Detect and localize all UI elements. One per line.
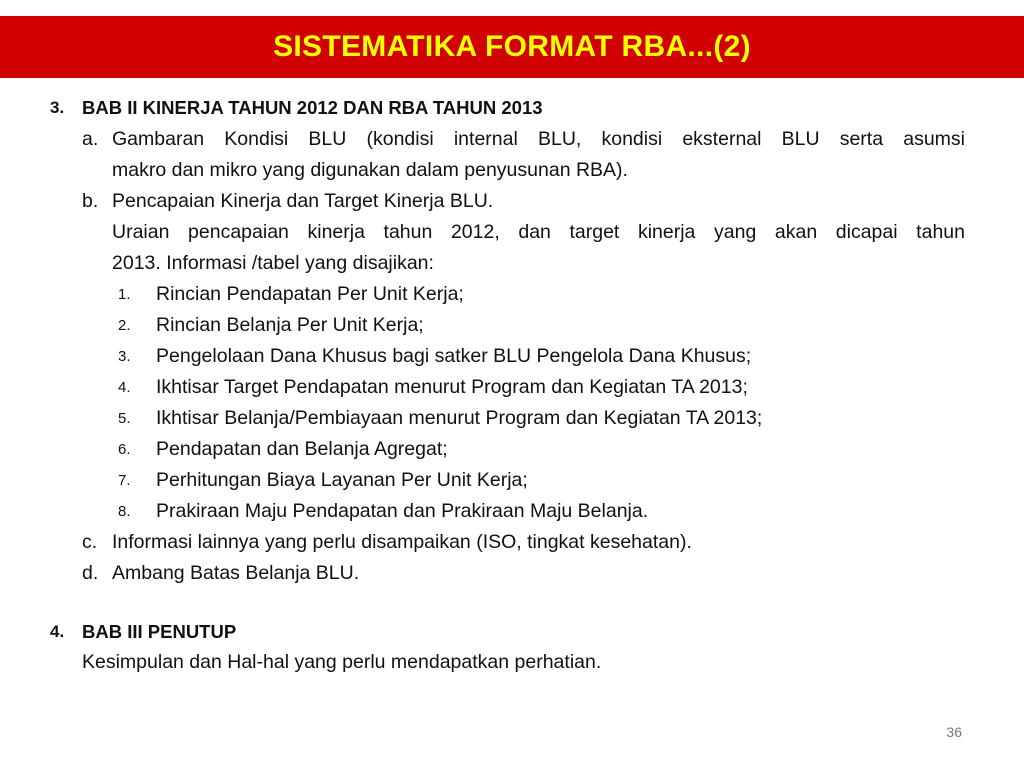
section-4-number: 4. <box>50 622 65 641</box>
subitem-4-number: 4. <box>118 379 131 396</box>
subitem-6-text: Pendapatan dan Belanja Agregat; <box>156 438 448 460</box>
page-number: 36 <box>946 724 962 740</box>
title-bar <box>0 16 1024 78</box>
subitem-8-text: Prakiraan Maju Pendapatan dan Prakiraan Maju Belanja. <box>156 500 649 522</box>
section-4-body: Kesimpulan dan Hal-hal yang perlu mendapatkan perhatian. <box>82 651 602 673</box>
section-4-heading: BAB III PENUTUP <box>82 621 237 642</box>
subitem-2-text: Rincian Belanja Per Unit Kerja; <box>156 314 424 336</box>
section-3-number: 3. <box>50 98 65 117</box>
item-d-letter: d. <box>82 562 99 584</box>
item-b-line2: Uraian pencapaian kinerja tahun 2012, dan target kinerja yang akan dicapai tahun <box>112 221 965 243</box>
subitem-1-number: 1. <box>118 286 131 303</box>
item-a-line2: makro dan mikro yang digunakan dalam penyusunan RBA). <box>112 159 628 181</box>
item-c-letter: c. <box>82 531 98 553</box>
subitem-2-number: 2. <box>118 317 131 334</box>
subitem-5-text: Ikhtisar Belanja/Pembiayaan menurut Program dan Kegiatan TA 2013; <box>156 407 763 429</box>
subitem-7-number: 7. <box>118 472 131 489</box>
item-c-line1: Informasi lainnya yang perlu disampaikan (ISO, tingkat kesehatan). <box>112 531 692 553</box>
subitem-1-text: Rincian Pendapatan Per Unit Kerja; <box>156 283 464 305</box>
subitem-6-number: 6. <box>118 441 131 458</box>
item-b-line1: Pencapaian Kinerja dan Target Kinerja BLU. <box>112 190 494 212</box>
item-b-letter: b. <box>82 190 99 212</box>
subitem-7-text: Perhitungan Biaya Layanan Per Unit Kerja; <box>156 469 528 491</box>
subitem-3-number: 3. <box>118 348 131 365</box>
subitem-8-number: 8. <box>118 503 131 520</box>
item-a-line1: Gambaran Kondisi BLU (kondisi internal BLU, kondisi eksternal BLU serta asumsi <box>112 128 965 150</box>
subitem-4-text: Ikhtisar Target Pendapatan menurut Program dan Kegiatan TA 2013; <box>156 376 748 398</box>
item-a-letter: a. <box>82 128 99 150</box>
slide-title: SISTEMATIKA FORMAT RBA...(2) <box>273 30 751 63</box>
subitem-5-number: 5. <box>118 410 131 427</box>
item-d-line1: Ambang Batas Belanja BLU. <box>112 562 360 584</box>
item-b-line3: 2013. Informasi /tabel yang disajikan: <box>112 252 434 274</box>
subitem-3-text: Pengelolaan Dana Khusus bagi satker BLU Pengelola Dana Khusus; <box>156 345 752 367</box>
section-3-heading: BAB II KINERJA TAHUN 2012 DAN RBA TAHUN 2013 <box>82 97 543 118</box>
